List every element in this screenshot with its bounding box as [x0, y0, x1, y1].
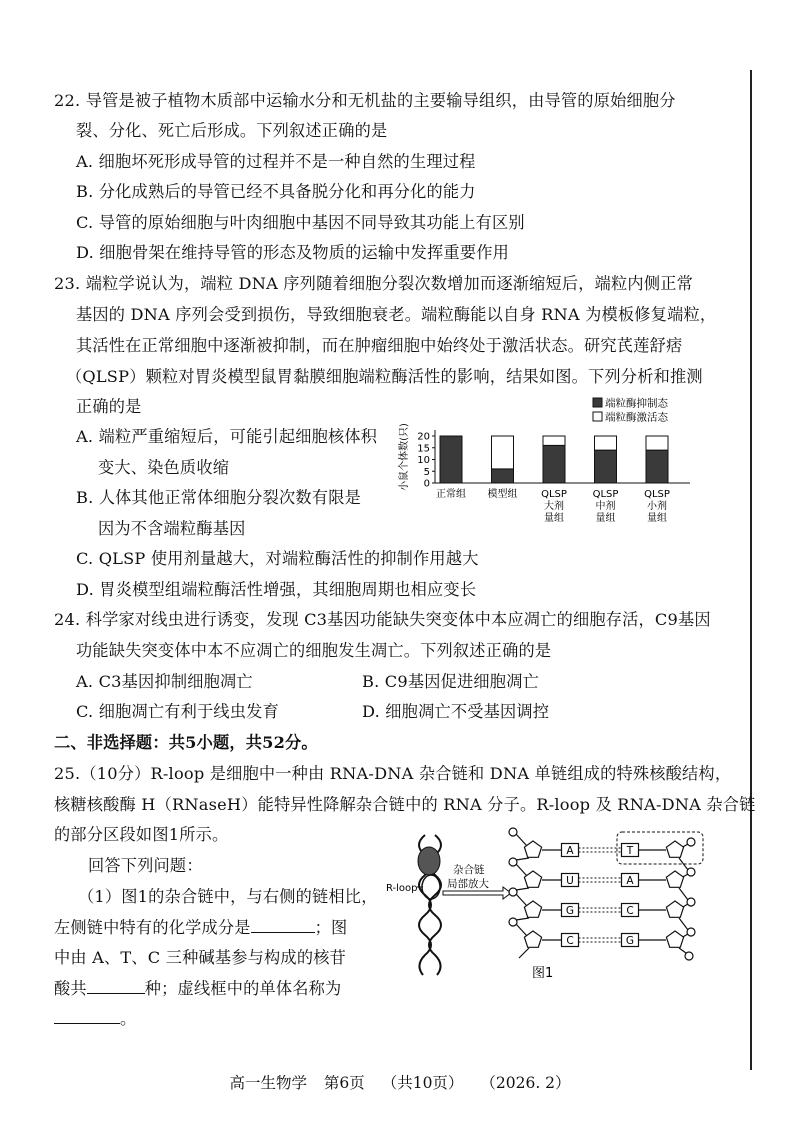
- answer-blank-2[interactable]: [87, 979, 145, 994]
- figure-1-rloop-diagram: [385, 815, 710, 985]
- bar-activated-2: [543, 436, 565, 445]
- rloop-bubble: [422, 875, 440, 899]
- y-tick-label: 10: [417, 455, 430, 466]
- phosphate-right: [685, 952, 693, 960]
- phosphate-left: [509, 828, 517, 836]
- x-category-label: QLSP: [541, 489, 567, 500]
- sugar-right: [666, 841, 683, 857]
- bar-inhibited-0: [440, 436, 462, 483]
- x-category-label: 小剂: [647, 501, 667, 512]
- q24-stem-line2: 功能缺失突变体中本不应凋亡的细胞发生凋亡。下列叙述正确的是: [76, 641, 552, 660]
- base-left-letter: G: [565, 905, 575, 917]
- backbone-link: [679, 948, 686, 953]
- rnase-protein: [418, 847, 440, 875]
- x-category-label: 量组: [595, 513, 616, 524]
- q23-option-b-line1: B. 人体其他正常体细胞分裂次数有限是: [76, 488, 361, 507]
- zoom-label-2: 局部放大: [447, 878, 489, 890]
- q25-sub1-line1: （1）图1的杂合链中，与右侧的链相比，: [78, 887, 378, 906]
- q22-option-c: C. 导管的原始细胞与叶肉细胞中基因不同导致其功能上有区别: [76, 213, 525, 232]
- q25-sub1-line2-pre: 左侧链中特有的化学成分是: [54, 918, 251, 937]
- x-category-label: QLSP: [592, 489, 619, 500]
- q24-option-d: D. 细胞凋亡不受基因调控: [362, 702, 550, 721]
- q24-option-a: A. C3基因抑制细胞凋亡: [76, 672, 253, 691]
- backbone-link: [516, 918, 529, 920]
- page-footer: [0, 1071, 800, 1093]
- footer-total: （共10页）: [381, 1074, 464, 1092]
- q25-stem-line3: 的部分区段如图1所示。: [54, 825, 229, 844]
- q25-prompt: 回答下列问题：: [88, 856, 203, 875]
- section-heading: 二、非选择题：共5小题，共52分。: [54, 733, 318, 752]
- sugar-right: [666, 871, 683, 887]
- footer-date: （2026. 2）: [480, 1074, 571, 1092]
- q24-stem-line1: 24. 科学家对线虫进行诱变，发现 C3基因功能缺失突变体中本应凋亡的细胞存活，C9基因: [54, 610, 711, 629]
- bar-activated-3: [595, 436, 617, 450]
- backbone-link: [519, 948, 529, 958]
- phosphate-right: [687, 868, 695, 876]
- figure-caption: 图1: [532, 966, 554, 981]
- q23-option-c: C. QLSP 使用剂量越大，对端粒酶活性的抑制作用越大: [76, 549, 479, 568]
- legend-swatch: [593, 398, 602, 407]
- sugar-right: [666, 931, 683, 947]
- answer-blank-1[interactable]: [251, 918, 315, 933]
- base-right-letter: G: [625, 935, 635, 947]
- phosphate-left: [509, 858, 517, 866]
- sugar-left: [524, 931, 541, 947]
- bar-activated-1: [492, 436, 514, 469]
- rloop-label: R-loop: [386, 883, 418, 894]
- backbone-link: [516, 888, 529, 890]
- q23-option-a-line1: A. 端粒严重缩短后，可能引起细胞核体积: [76, 427, 378, 446]
- q22-option-b: B. 分化成熟后的导管已经不具备脱分化和再分化的能力: [76, 182, 476, 201]
- x-category-label: 量组: [647, 513, 667, 524]
- q25-sub1-line4: [54, 978, 341, 1000]
- legend-swatch: [593, 412, 602, 421]
- q23-option-b-line2: 因为不含端粒酶基因: [98, 519, 246, 538]
- q25-sub1-line5: [54, 1008, 136, 1030]
- y-tick-label: 15: [417, 443, 430, 455]
- x-category-label: 正常组: [436, 489, 466, 500]
- phosphate-right: [687, 928, 695, 936]
- backbone-link: [516, 858, 529, 860]
- bar-inhibited-1: [492, 469, 514, 483]
- q25-sub1-line4-pre: 酸共: [54, 979, 87, 998]
- phosphate-right: [687, 838, 695, 846]
- q25-sub1-line4-post: 种；虚线框中的单体名称为: [144, 979, 342, 998]
- base-right-letter: A: [626, 875, 634, 887]
- q23-stem-line5: 正确的是: [76, 397, 142, 416]
- q22-option-d: D. 细胞骨架在维持导管的形态及物质的运输中发挥重要作用: [76, 243, 509, 262]
- q24-option-c: C. 细胞凋亡有利于线虫发育: [76, 702, 279, 721]
- q25-stem-line1: 25.（10分）R-loop 是细胞中一种由 RNA-DNA 杂合链和 DNA 单链组成的特殊核酸结构，: [54, 764, 732, 783]
- q24-option-b: B. C9基因促进细胞凋亡: [362, 672, 539, 691]
- base-right-letter: T: [626, 845, 634, 857]
- q23-stem-line4: （QLSP）颗粒对胃炎模型鼠胃黏膜细胞端粒酶活性的影响，结果如图。下列分析和推测: [66, 367, 703, 386]
- footer-subject: 高一生物学: [229, 1074, 307, 1092]
- backbone-link: [679, 918, 688, 930]
- backbone-link: [516, 864, 527, 876]
- y-tick-label: 20: [417, 431, 430, 443]
- base-left-letter: U: [566, 875, 574, 887]
- bar-inhibited-2: [543, 445, 565, 483]
- q25-sub1-line3: 中由 A、T、C 三种碱基参与构成的核苷: [54, 948, 346, 967]
- q23-option-a-line2: 变大、染色质收缩: [98, 458, 230, 477]
- bar-inhibited-4: [646, 450, 668, 483]
- bar-activated-4: [646, 436, 668, 450]
- margin-rule: [750, 70, 752, 1070]
- base-right-letter: C: [626, 905, 634, 917]
- bar-inhibited-3: [595, 450, 617, 483]
- q22-stem-line1: 22. 导管是被子植物木质部中运输水分和无机盐的主要输导组织，由导管的原始细胞分: [54, 91, 676, 110]
- q25-sub1-line2-post: ；图: [314, 918, 348, 937]
- x-category-label: 中剂: [595, 501, 616, 512]
- telomerase-bar-chart: [395, 395, 700, 530]
- y-tick-label: 0: [423, 478, 430, 490]
- base-left-letter: C: [566, 935, 574, 947]
- sugar-left: [524, 841, 541, 857]
- q25-sub1-line5-post: 。: [120, 1009, 137, 1028]
- backbone-link: [516, 924, 527, 936]
- q23-stem-line3: 其活性在正常细胞中逐渐被抑制，而在肿瘤细胞中始终处于激活状态。研究芪莲舒痞: [76, 336, 683, 355]
- phosphate-left: [509, 888, 517, 896]
- x-category-label: QLSP: [644, 489, 670, 500]
- backbone-link: [516, 894, 527, 906]
- backbone-link: [679, 888, 688, 900]
- q22-stem-line2: 裂、分化、死亡后形成。下列叙述正确的是: [76, 121, 388, 140]
- zoom-label-1: 杂合链: [453, 864, 485, 876]
- y-axis-label: 小鼠个体数(只): [399, 423, 410, 491]
- backbone-link: [516, 834, 527, 846]
- q25-sub1-line2: [54, 917, 347, 939]
- sugar-left: [524, 901, 541, 917]
- q23-stem-line2: 基因的 DNA 序列会受到损伤，导致细胞衰老。端粒酶能以自身 RNA 为模板修复端粒，: [76, 305, 717, 324]
- q25-stem-line2: 核糖核酸酶 H（RNaseH）能特异性降解杂合链中的 RNA 分子。R-loop 及 RNA-DNA 杂合链: [54, 795, 756, 814]
- x-category-label: 模型组: [487, 489, 518, 500]
- q23-option-d: D. 胃炎模型组端粒酶活性增强，其细胞周期也相应变长: [76, 580, 477, 599]
- q23-stem-line1: 23. 端粒学说认为，端粒 DNA 序列随着细胞分裂次数增加而逐渐缩短后，端粒内侧正常: [54, 274, 693, 293]
- phosphate-right: [687, 898, 695, 906]
- sugar-left: [524, 871, 541, 887]
- q22-option-a: A. 细胞坏死形成导管的过程并不是一种自然的生理过程: [76, 152, 476, 171]
- phosphate-left: [509, 918, 517, 926]
- legend-label: 端粒酶激活态: [605, 411, 668, 424]
- x-category-label: 量组: [544, 513, 564, 524]
- sugar-right: [666, 901, 683, 917]
- y-tick-label: 5: [423, 466, 430, 478]
- legend-label: 端粒酶抑制态: [605, 397, 668, 410]
- base-left-letter: A: [566, 845, 574, 857]
- answer-blank-3[interactable]: [54, 1009, 120, 1024]
- x-category-label: 大剂: [544, 501, 564, 512]
- footer-page: 第6页: [323, 1074, 365, 1092]
